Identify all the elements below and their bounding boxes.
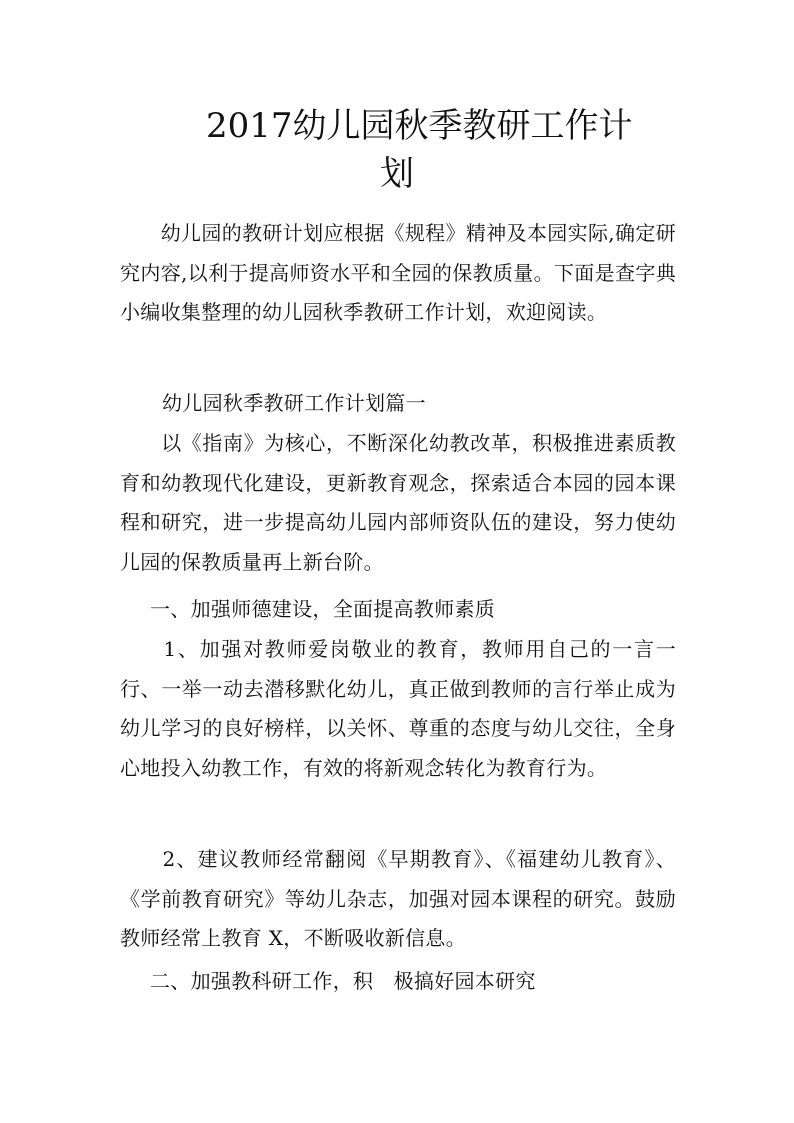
list-item-2: 2、建议教师经常翻阅《早期教育》、《福建幼儿教育》、《学前教育研究》等幼儿杂志，加强对园本课程的研究。鼓励教师经常上教育 X，不断吸收新信息。 — [120, 847, 676, 950]
document-title-line-1: 2017幼儿园秋季教研工作计 — [206, 106, 633, 146]
list-item-1: 1、加强对教师爱岗敬业的教育，教师用自己的一言一行、一举一动去潜移默化幼儿，真正做到教师的言行举止成为幼儿学习的良好榜样，以关怀、尊重的态度与幼儿交往，全身心地投入幼教工作，有效的将新观念转化为教育行为。 — [120, 637, 676, 780]
intro-paragraph: 幼儿园的教研计划应根据《规程》精神及本园实际,确定研究内容,以利于提高师资水平和全园的保教质量。下面是查字典小编收集整理的幼儿园秋季教研工作计划，欢迎阅读。 — [120, 221, 676, 324]
document-title-line-2: 划 — [380, 154, 414, 194]
section-heading: 幼儿园秋季教研工作计划篇一 — [162, 391, 426, 415]
heading-teacher-ethics: 一、加强师德建设，全面提高教师素质 — [150, 597, 496, 621]
heading-teaching-research: 二、加强教科研工作，积 极搞好园本研究 — [150, 969, 536, 993]
body-paragraph-1: 以《指南》为核心，不断深化幼教改革，积极推进素质教育和幼教现代化建设，更新教育观念，探索适合本园的园本课程和研究，进一步提高幼儿园内部师资队伍的建设，努力使幼儿园的保教质量再上新台阶。 — [120, 431, 676, 574]
